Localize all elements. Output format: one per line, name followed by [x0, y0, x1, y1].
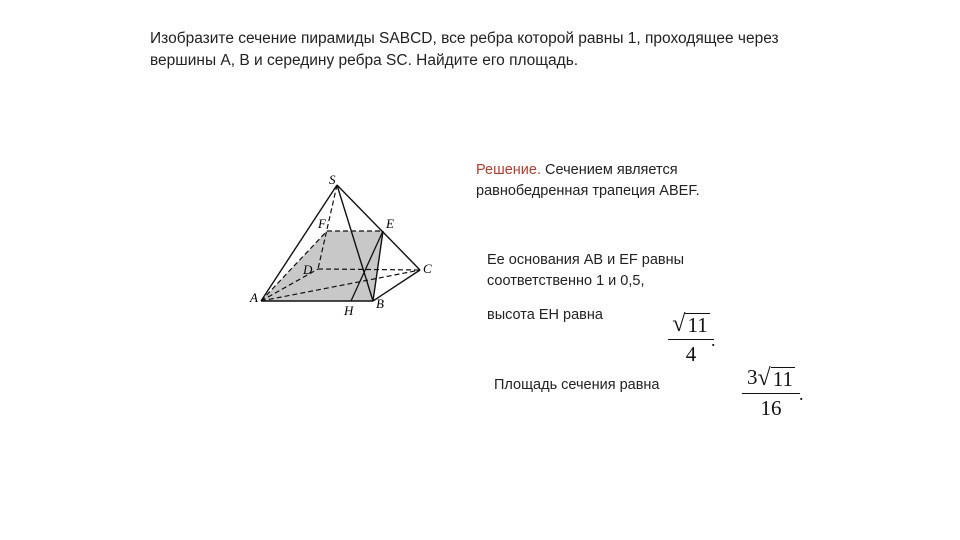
- problem-line-2: вершины A, B и середину ребра SC. Найдите его площадь.: [150, 52, 579, 69]
- area-denominator: 16: [760, 396, 782, 420]
- label-E: E: [386, 216, 394, 231]
- label-F: F: [318, 216, 326, 231]
- height-numerator: [668, 308, 714, 336]
- area-numerator: [742, 362, 800, 390]
- area-period: .: [799, 384, 804, 404]
- label-C: C: [423, 261, 432, 276]
- height-text: высота EH равна: [487, 307, 603, 323]
- area-radicand: 11: [772, 367, 793, 391]
- solution-line-2: равнобедренная трапеция ABEF.: [476, 183, 700, 199]
- fraction-bar: [668, 339, 714, 340]
- label-D: D: [303, 262, 313, 277]
- section-trapezoid: [261, 231, 383, 301]
- bases-line-2: соответственно 1 и 0,5,: [487, 273, 645, 289]
- sqrt-icon: √: [672, 311, 686, 337]
- solution-bases: [487, 250, 684, 292]
- solution-heading: Решение.: [476, 162, 541, 178]
- height-denominator: 4: [685, 342, 697, 366]
- area-coef: 3: [747, 365, 758, 389]
- height-period: .: [711, 330, 716, 350]
- solution-intro: [476, 160, 700, 202]
- height-fraction: [668, 308, 714, 366]
- problem-statement: [150, 28, 840, 72]
- area-fraction: [742, 362, 800, 420]
- sqrt-icon: √: [757, 365, 771, 391]
- solution-line-1-rest: Сечением является: [541, 162, 678, 178]
- solution-line-1: [476, 160, 700, 181]
- label-S: S: [329, 172, 336, 187]
- area-text: Площадь сечения равна: [494, 377, 660, 393]
- label-A: A: [250, 290, 258, 305]
- bases-line-1: Ее основания AB и EF равны: [487, 252, 685, 268]
- height-radicand: 11: [687, 313, 708, 337]
- label-B: B: [376, 296, 384, 311]
- problem-line-1: Изобразите сечение пирамиды SABCD, все ребра которой равны 1, проходящее через: [150, 30, 779, 47]
- pyramid-diagram: [240, 168, 450, 328]
- label-H: H: [344, 303, 354, 318]
- fraction-bar: [742, 393, 800, 394]
